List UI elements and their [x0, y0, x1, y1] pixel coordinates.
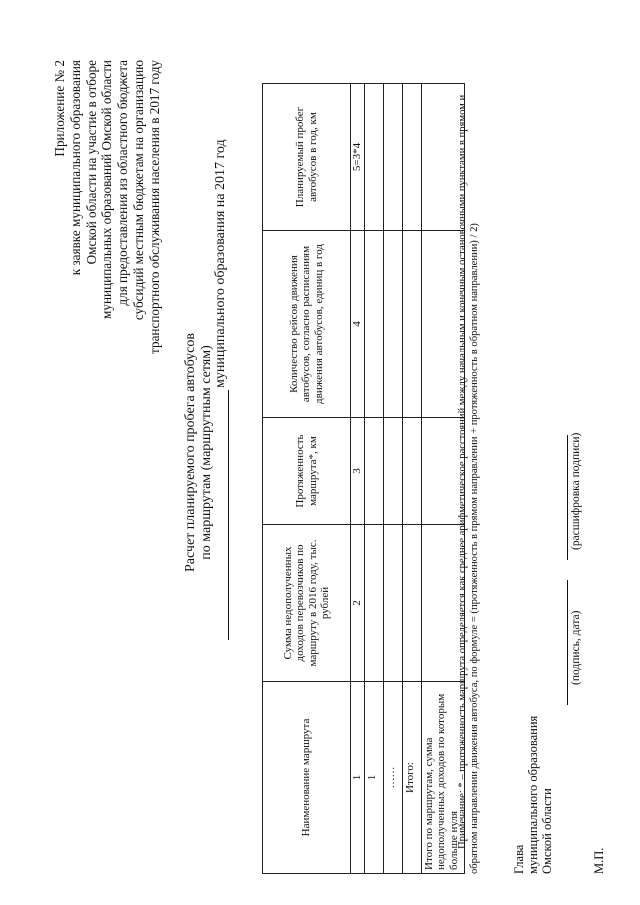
table-cell	[383, 231, 402, 418]
col-header-lost-income: Сумма недополученных доходов перевозчиков по маршруту в 2016 году, тыс. рублей	[263, 525, 351, 682]
appendix-header	[52, 60, 163, 490]
signature-underline	[566, 580, 568, 705]
signature-line: Омской области	[540, 788, 554, 874]
table-cell: 1	[364, 682, 383, 874]
col-number: 4	[351, 231, 365, 418]
stamp-placeholder: М.П.	[592, 847, 606, 874]
total-nonzero-label: Итого по маршрутам, сумма недополученных доходов по которым больше нуля	[421, 682, 464, 874]
appendix-line: транспортного обслуживания населения в 2017 году	[146, 60, 162, 354]
signature-line: Глава	[512, 844, 526, 874]
footnote: Примечание: * – протяженность маршрута определяется как среднее арифметическое расстояний между начальным и конечным остановочными пунктами в прямом и обратном направлении движения автобуса, по формуле = (протяженность в прямом направлении + протяженность в обратном направлении) / 2)	[457, 94, 480, 874]
table-row	[364, 84, 383, 874]
table-cell	[402, 418, 421, 525]
appendix-line: муниципальных образований Омской области	[99, 60, 115, 319]
table-cell	[402, 525, 421, 682]
col-number: 2	[351, 525, 365, 682]
table-cell	[402, 84, 421, 231]
appendix-line: Омской области на участие в отборе	[83, 60, 99, 265]
table-cell	[383, 525, 402, 682]
mileage-table	[262, 83, 465, 874]
table-cell	[364, 418, 383, 525]
total-label: Итого:	[402, 682, 421, 874]
col-number: 1	[351, 682, 365, 874]
col-header-route-name: Наименование маршрута	[263, 682, 351, 874]
document-title: Расчет планируемого пробега автобусов	[183, 333, 198, 573]
signature-block	[512, 716, 554, 874]
col-number: 5=3*4	[351, 84, 365, 231]
appendix-line: для предоставления из областного бюджета	[115, 60, 131, 306]
municipality-blank	[215, 390, 229, 640]
signature-line: муниципального образования	[526, 715, 540, 874]
table-cell	[402, 231, 421, 418]
decode-label: (расшифровка подписи)	[570, 432, 582, 550]
document-subtitle: по маршрутам (маршрутным сетям)	[199, 345, 214, 560]
table-cell	[364, 525, 383, 682]
decode-underline	[566, 435, 568, 560]
col-header-route-length: Протяженность маршрута*, км	[263, 418, 351, 525]
table-cell-dots: ……	[383, 682, 402, 874]
table-cell	[383, 418, 402, 525]
table-cell	[364, 84, 383, 231]
sign-date-label: (подпись, дата)	[570, 610, 582, 685]
table-header-row	[263, 84, 351, 874]
table-cell	[383, 84, 402, 231]
appendix-line: Приложение № 2	[52, 60, 67, 157]
table-cell	[364, 231, 383, 418]
table-total-row	[402, 84, 421, 874]
table-number-row	[351, 84, 365, 874]
subtitle-text: муниципального образования на 2017 год	[213, 139, 228, 388]
table-row	[383, 84, 402, 874]
appendix-line: субсидий местным бюджетам на организацию	[130, 60, 146, 321]
document-subtitle-municipality	[213, 40, 229, 640]
col-number: 3	[351, 418, 365, 525]
col-header-trips-count: Количество рейсов движения автобусов, согласно расписаниям движения автобусов, единиц в год	[263, 231, 351, 418]
appendix-line: к заявке муниципального образования	[67, 60, 83, 276]
col-header-planned-mileage: Планируемый пробег автобусов в год, км	[263, 84, 351, 231]
